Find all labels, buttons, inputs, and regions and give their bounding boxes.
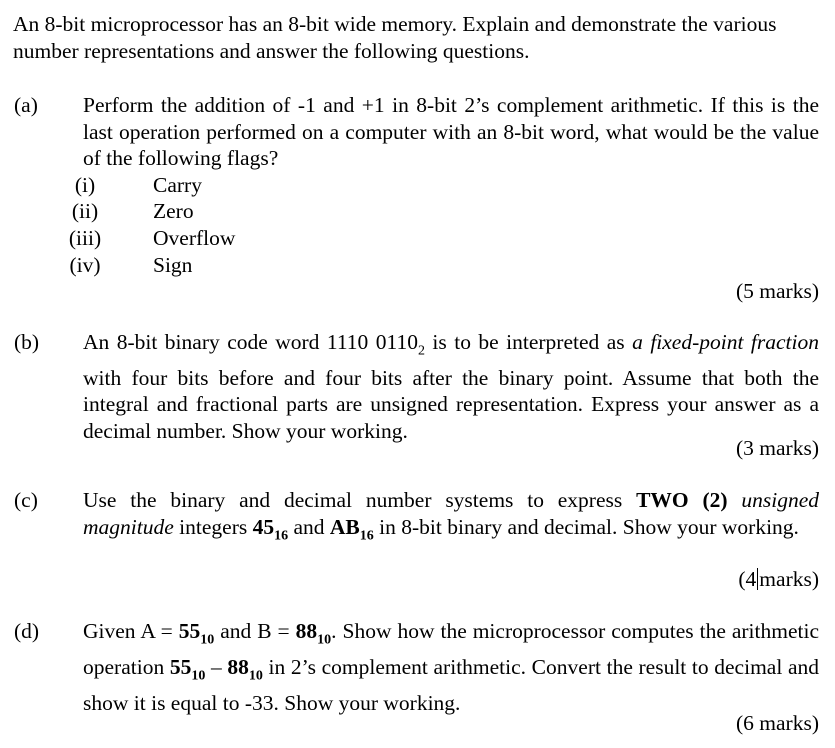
operation-b: $88_{10}$ xyxy=(227,654,263,684)
question-b-text: An 8-bit binary code word 1110 $0110_2$ is to be interpreted as a fixed-point fraction with four bits before and four bits after the binary point. Assume that both the integral and fractional parts are unsigned representation. Express your answer as a decimal number. Show your working. xyxy=(83,330,819,443)
fixed-point-emphasis: a fixed-point fraction xyxy=(632,330,819,354)
subitem-i-number: (i) xyxy=(74,173,96,197)
question-c-label: (c) xyxy=(14,488,38,512)
question-d-marks: (6 marks) xyxy=(736,711,819,735)
subitem-carry-label: Carry xyxy=(153,173,202,197)
question-c-text: Use the binary and decimal number systems to express TWO (2) unsigned magnitude integers $45_{16}$ and $AB_{16}$ in 8-bit binary and decimal. Show your working. xyxy=(83,488,819,543)
subitem-iv-number: (iv) xyxy=(69,253,101,277)
intro-paragraph: An 8-bit microprocessor has an 8-bit wide memory. Explain and demonstrate the various number representations and answer the following questions. xyxy=(13,12,777,63)
subitem-iii-number: (iii) xyxy=(68,226,102,250)
question-b-marks: (3 marks) xyxy=(736,436,819,460)
hex-ab-value: $AB_{16}$ xyxy=(329,514,374,543)
question-a-text: Perform the addition of -1 and +1 in 8-bit 2’s complement arithmetic. If this is the last operation performed on a computer with an 8-bit word, what would be the value of the following flags? xyxy=(83,93,819,170)
question-c-marks: (4 marks) xyxy=(738,567,819,591)
question-a-label: (a) xyxy=(14,93,38,117)
two-emphasis: TWO (2) xyxy=(636,488,728,512)
subitem-overflow-label: Overflow xyxy=(153,226,236,250)
b-value: $88_{10}$ xyxy=(295,619,332,648)
question-d-text: Given $A = 55_{10}$ and $B = 88_{10}$. Show how the microprocessor computes the arithmetic operation $55_{10} - 88_{10}$ in 2’s complement arithmetic. Convert the result to decimal and show it is equal to -33. Show your working. xyxy=(83,619,819,715)
unsigned-magnitude-emphasis: unsigned magnitude xyxy=(83,488,819,539)
question-d-label: (d) xyxy=(14,619,40,643)
subitem-ii-number: (ii) xyxy=(71,199,99,223)
question-b-label: (b) xyxy=(14,330,40,354)
operation-a: $55_{10}$ xyxy=(169,654,206,684)
a-value: $55_{10}$ xyxy=(178,619,215,648)
subitem-zero-label: Zero xyxy=(153,199,194,223)
question-a-marks: (5 marks) xyxy=(736,279,819,303)
hex-45-value: $45_{16}$ xyxy=(252,514,289,543)
subitem-sign-label: Sign xyxy=(153,253,193,277)
base-2-subscript: 2 xyxy=(417,343,425,359)
